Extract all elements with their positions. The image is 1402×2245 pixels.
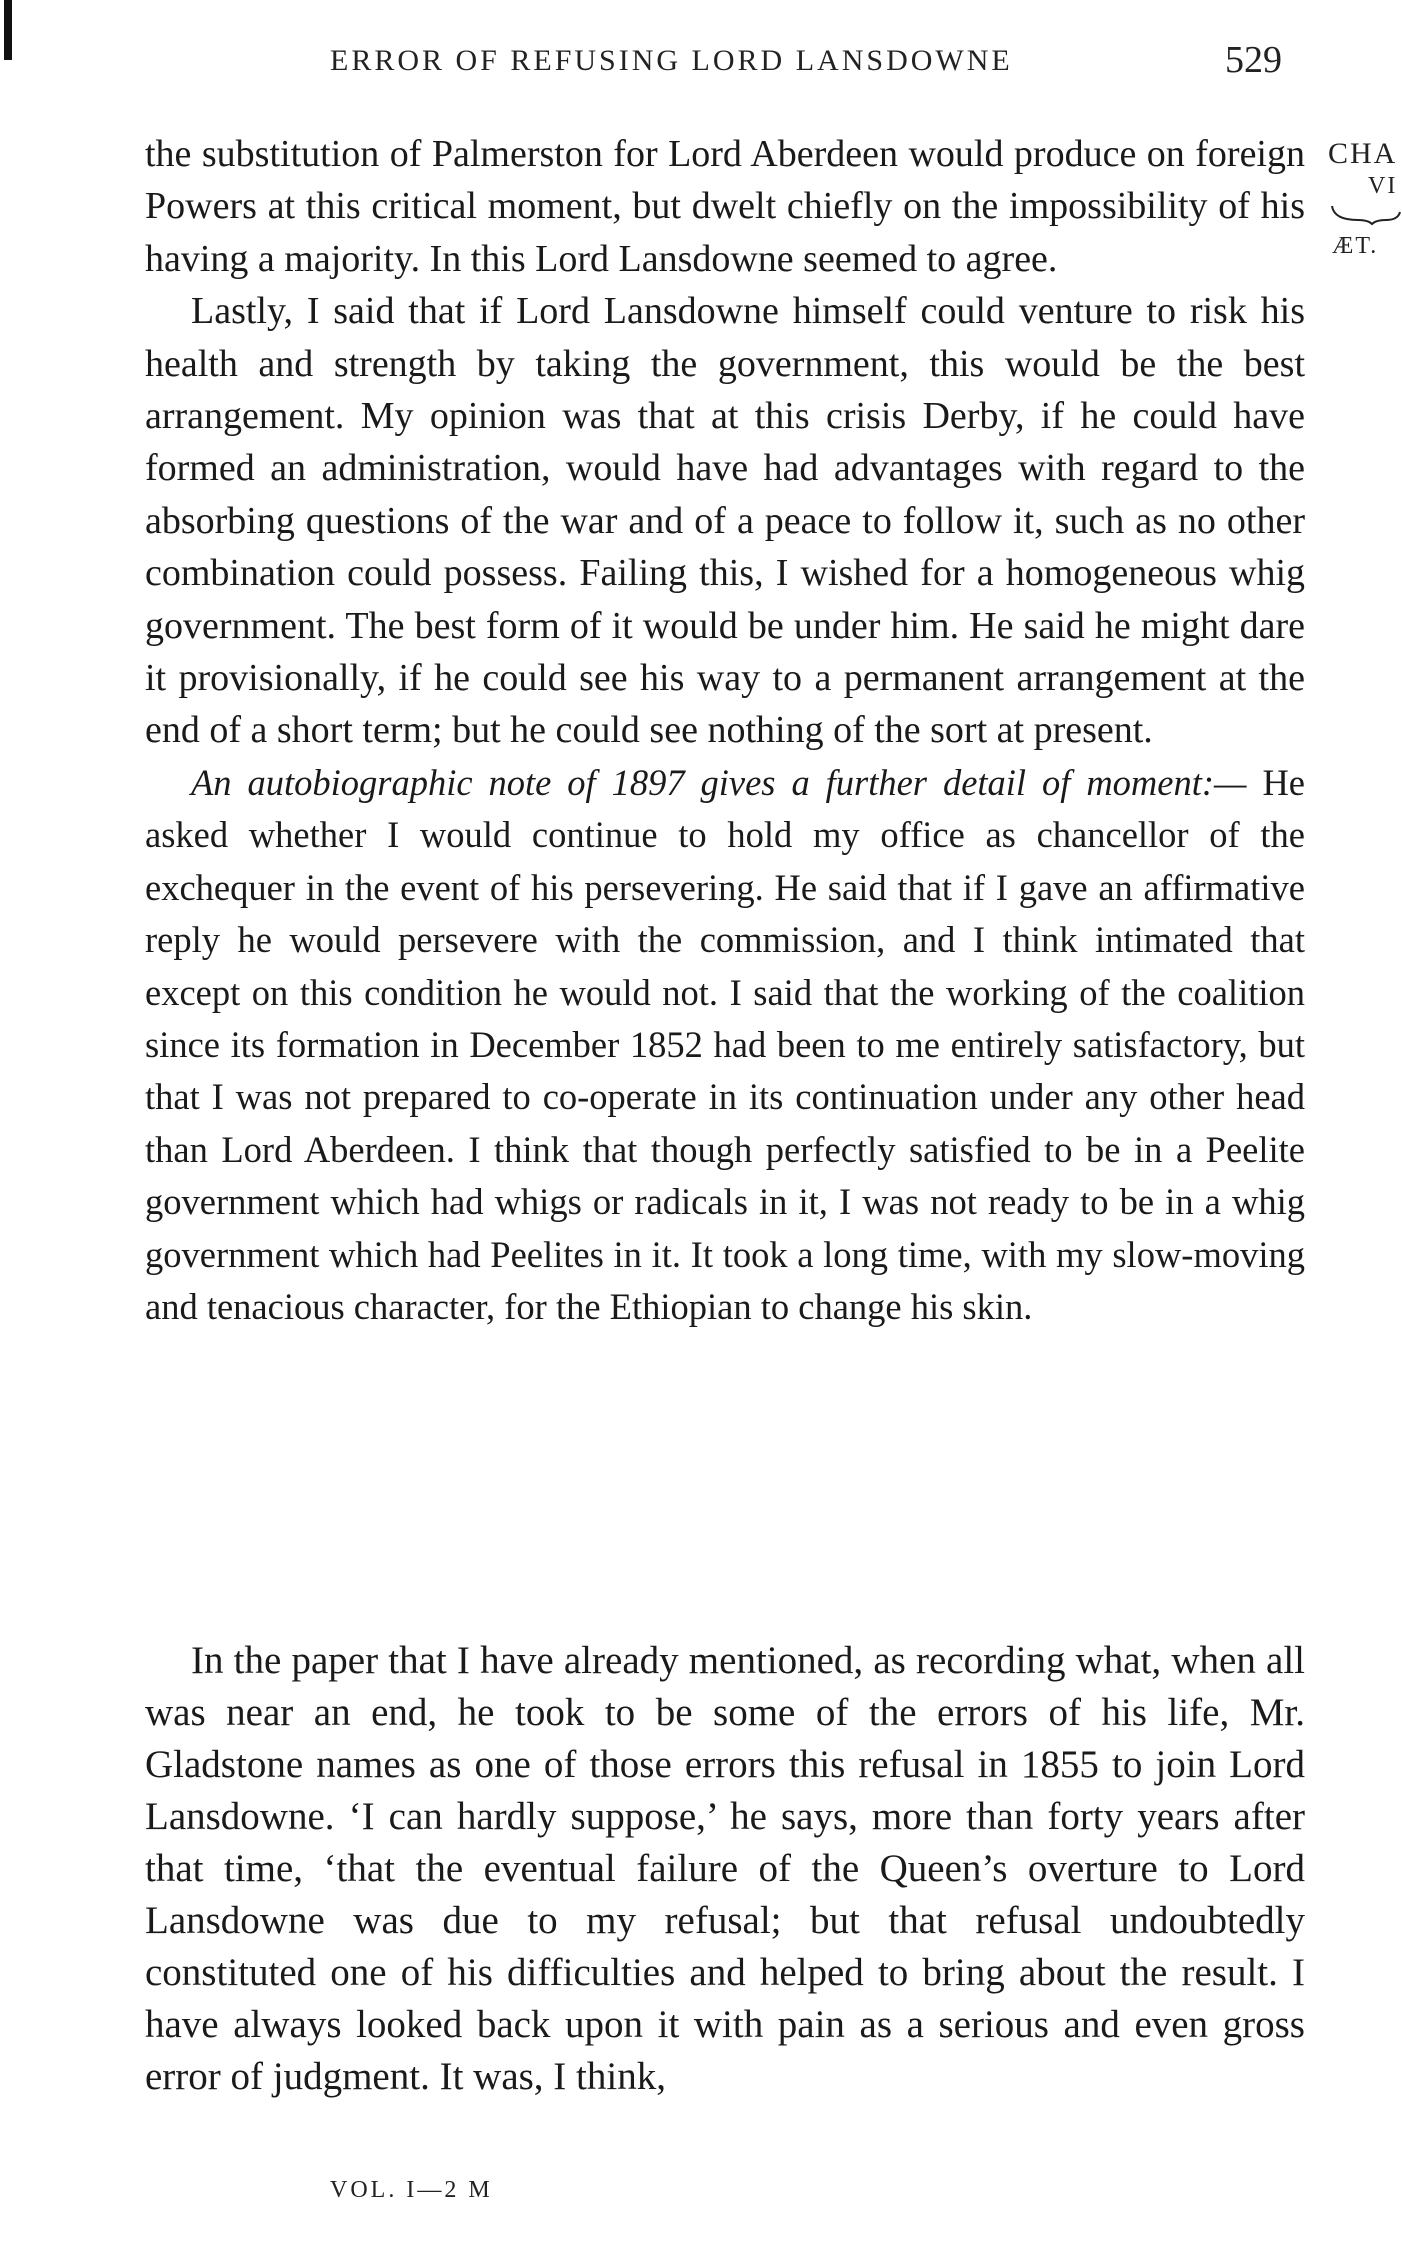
- paragraph-lastly: Lastly, I said that if Lord Lansdowne himself could venture to risk his health and strength by taking the government, this would be the best arrangement. My opinion was that at this crisis Derby, if he could have formed an administration, would have had advantages with regard to the absorbing questions of the war and of a peace to follow it, such as no other combination could possess. Failing this, I wished for a homogeneous whig government. The best form of it would be under him. He said he might dare it provisionally, if he could see his way to a permanent arrangement at the end of a short term; but he could see nothing of the sort at present.: [145, 290, 1305, 752]
- paragraph-errors: In the paper that I have already mentioned, as recording what, when all was near an end, he took to be some of the errors of his life, Mr. Gladstone names as one of those errors this refusal in 1855 to join Lord Lansdowne. ‘I can hardly suppose,’ he says, more than forty years after that time, ‘that the eventual failure of the Queen’s overture to Lord Lansdowne was due to my refusal; but that refusal undoubtedly constituted one of his difficulties and helped to bring about the result. I have always looked back upon it with pain as a serious and even gross error of judgment. It was, I think,: [145, 1639, 1305, 2098]
- main-text: [145, 128, 1305, 1333]
- note-lead: An autobiographic note of 1897 gives a further detail of moment:—: [191, 761, 1247, 803]
- margin-note-chapter-number: VI: [1368, 173, 1398, 199]
- margin-note: [1328, 138, 1402, 262]
- paragraph-continued: the substitution of Palmerston for Lord Aberdeen would produce on foreign Powers at this critical moment, but dwelt chiefly on the impossibility of his having a majority. In this Lord Lansdowne seemed to agree.: [145, 133, 1305, 280]
- margin-note-chapter: CHA: [1328, 137, 1398, 170]
- closing-text: [145, 1635, 1305, 2103]
- page-number: 529: [1225, 39, 1282, 81]
- note-text: He asked whether I would continue to hold my office as chancellor of the exchequer in the event of his persevering. He said that if I gave an affirmative reply he would persevere with the commission, and I think intimated that except on this condition he would not. I said that the working of the coalition since its formation in December 1852 had been to me entirely satisfactory, but that I was not prepared to co-operate in its continuation under any other head than Lord Aberdeen. I think that though perfectly satisfied to be in a Peelite government which had whigs or radicals in it, I was not ready to be in a whig government which had Peelites in it. It took a long time, with my slow-moving and tenacious character, for the Ethiopian to change his skin.: [145, 761, 1305, 1327]
- binding-shadow: [4, 0, 12, 60]
- signature-mark: VOL. I—2 M: [330, 2177, 493, 2203]
- autobiographic-note: [145, 757, 1305, 1333]
- margin-note-age: ÆT.: [1332, 233, 1379, 259]
- running-header: ERROR OF REFUSING LORD LANSDOWNE: [330, 44, 1013, 77]
- brace-icon: [1328, 204, 1402, 226]
